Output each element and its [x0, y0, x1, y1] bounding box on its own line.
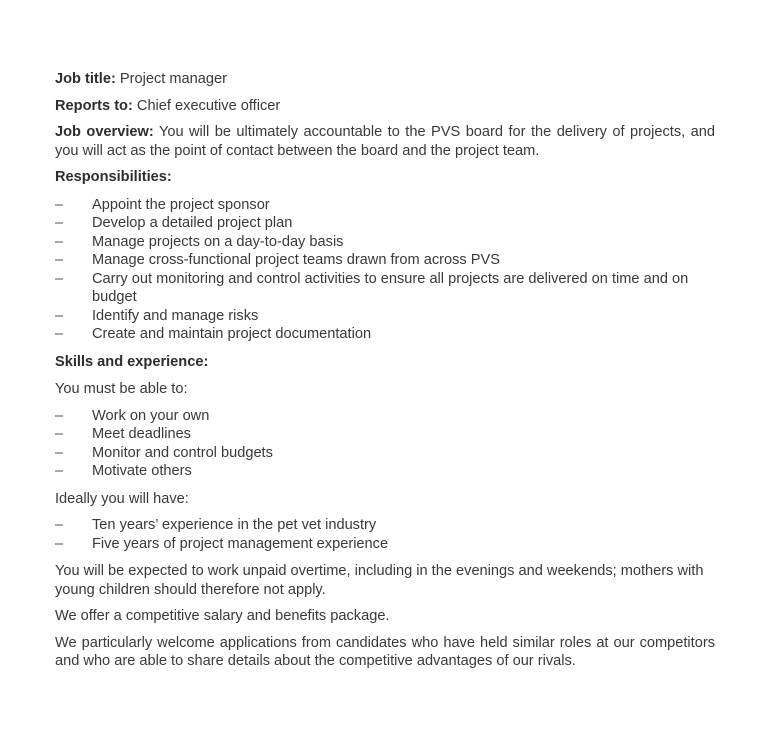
list-item-text: Motivate others	[92, 463, 192, 479]
skills-heading: Skills and experience:	[55, 353, 209, 370]
job-overview-paragraph	[55, 123, 715, 160]
list-item	[55, 196, 715, 215]
list-item-text: Identify and manage risks	[92, 307, 259, 324]
applications-paragraph: We particularly welcome applications from candidates who have held similar roles at our competitors and who are able to share details about the competitive advantages of our rivals.	[55, 634, 715, 669]
job-title-value: Project manager	[119, 71, 227, 87]
dash-bullet: –	[55, 233, 64, 250]
job-description-document	[55, 70, 715, 679]
dash-bullet: –	[55, 326, 64, 342]
job-overview-label: Job overview:	[55, 124, 154, 140]
list-item	[55, 535, 715, 554]
list-item-text: Manage projects on a day-to-day basis	[92, 233, 344, 250]
list-item	[55, 270, 715, 307]
job-title-line	[55, 70, 715, 89]
dash-bullet: –	[55, 252, 64, 268]
offer-paragraph: We offer a competitive salary and benefits package.	[55, 608, 390, 624]
list-item	[55, 233, 715, 252]
dash-bullet: –	[55, 517, 64, 533]
reports-to-value: Chief executive officer	[136, 97, 281, 114]
dash-bullet: –	[55, 307, 64, 324]
list-item-text: Develop a detailed project plan	[92, 215, 293, 231]
dash-bullet: –	[55, 196, 64, 213]
list-item-text: Create and maintain project documentation	[92, 326, 372, 342]
reports-to-line	[55, 97, 715, 116]
dash-bullet: –	[55, 426, 64, 442]
list-item-text: Monitor and control budgets	[92, 444, 273, 461]
dash-bullet: –	[55, 535, 64, 552]
list-item	[55, 462, 715, 481]
dash-bullet: –	[55, 444, 64, 461]
list-item	[55, 425, 715, 444]
dash-bullet: –	[55, 215, 64, 231]
responsibilities-heading: Responsibilities:	[55, 169, 172, 185]
skills-intro: You must be able to:	[55, 381, 188, 397]
job-overview-text: You will be ultimately accountable to the PVS board for the delivery of projects, and you will act as the point of contact between the board and the project team.	[55, 124, 716, 159]
list-item-text: Five years of project management experience	[92, 535, 389, 552]
job-title-label: Job title:	[55, 71, 116, 87]
responsibilities-list	[55, 196, 715, 344]
list-item-text: Carry out monitoring and control activities to ensure all projects are delivered on time and on budget	[92, 270, 689, 305]
dash-bullet: –	[55, 463, 64, 479]
ideal-list	[55, 516, 715, 553]
list-item	[55, 325, 715, 344]
list-item	[55, 444, 715, 463]
list-item	[55, 516, 715, 535]
dash-bullet: –	[55, 407, 64, 424]
list-item-text: Appoint the project sponsor	[92, 196, 270, 213]
list-item	[55, 214, 715, 233]
list-item-text: Meet deadlines	[92, 426, 191, 442]
reports-to-label: Reports to:	[55, 97, 133, 114]
list-item	[55, 407, 715, 426]
overtime-paragraph: You will be expected to work unpaid overtime, including in the evenings and weekends; mothers with young children should therefore not apply.	[55, 563, 704, 598]
list-item	[55, 251, 715, 270]
list-item-text: Work on your own	[92, 407, 210, 424]
list-item	[55, 307, 715, 326]
dash-bullet: –	[55, 270, 64, 287]
list-item-text: Manage cross-functional project teams drawn from across PVS	[92, 252, 500, 268]
skills-list	[55, 407, 715, 481]
ideal-intro: Ideally you will have:	[55, 490, 189, 507]
list-item-text: Ten years’ experience in the pet vet industry	[92, 517, 377, 533]
